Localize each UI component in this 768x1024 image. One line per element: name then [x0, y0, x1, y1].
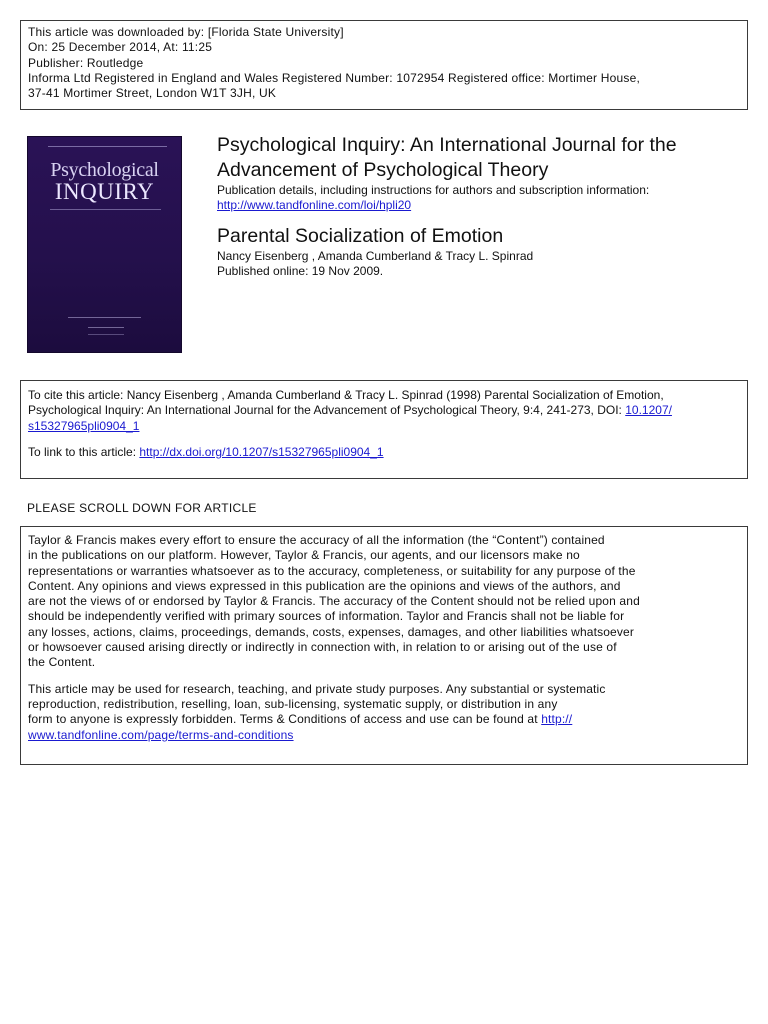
download-notice-line: 37-41 Mortimer Street, London W1T 3JH, UK: [28, 86, 277, 101]
download-notice-line: This article was downloaded by: [Florida State University]: [28, 25, 344, 39]
citation-text: To cite this article: Nancy Eisenberg , Amanda Cumberland & Tracy L. Spinrad (1998) Parental Socialization of Emotion, Psychological Inquiry: An International Journal for the Advancement of Psychological Theory, 9:4, 241-273, DOI:: [28, 388, 664, 418]
disclaimer-box: [20, 526, 748, 765]
article-authors: Nancy Eisenberg , Amanda Cumberland & Tracy L. Spinrad: [217, 249, 534, 263]
journal-title: Psychological Inquiry: An International Journal for the Advancement of Psychological Theory: [217, 134, 677, 181]
disclaimer-line: Taylor & Francis makes every effort to ensure the accuracy of all the information (the “Content”) contained: [28, 533, 605, 547]
article-link-line: [28, 445, 740, 460]
cover-rule: [50, 209, 161, 210]
disclaimer-line: or howsoever caused arising directly or indirectly in connection with, in relation to or arising out of the use of: [28, 640, 617, 655]
cover-rule: [68, 317, 141, 318]
disclaimer-line: reproduction, redistribution, reselling, loan, sub-licensing, systematic supply, or distribution in any: [28, 696, 558, 711]
disclaimer-line: any losses, actions, claims, proceedings, demands, costs, expenses, damages, and other liabilities whatsoever: [28, 624, 634, 639]
terms-link[interactable]: www.tandfonline.com/page/terms-and-conditions: [28, 727, 294, 742]
disclaimer-line: in the publications on our platform. However, Taylor & Francis, our agents, and our licensors make no: [28, 548, 580, 563]
journal-url[interactable]: http://www.tandfonline.com/loi/hpli20: [217, 198, 412, 212]
disclaimer-line: [28, 728, 740, 743]
citation-text-block: [28, 388, 740, 434]
article-link-label: To link to this article:: [28, 444, 140, 459]
disclaimer-paragraph-1: [28, 533, 740, 671]
article-title: Parental Socialization of Emotion: [217, 225, 504, 247]
disclaimer-line: [28, 712, 740, 727]
cover-title-line2: INQUIRY: [54, 179, 155, 204]
disclaimer-line: are not the views of or endorsed by Taylor & Francis. The accuracy of the Content should not be relied upon and: [28, 594, 640, 609]
download-notice-box: [20, 20, 748, 110]
journal-cover-image: [27, 136, 182, 353]
download-notice-line: Publisher: Routledge: [28, 55, 144, 70]
download-notice-line: Informa Ltd Registered in England and Wales Registered Number: 1072954 Registered office: Mortimer House,: [28, 70, 640, 85]
publisher-logo-icon: [88, 327, 124, 335]
cover-title-line1: Psychological: [50, 159, 159, 181]
scroll-down-notice: PLEASE SCROLL DOWN FOR ARTICLE: [27, 501, 257, 515]
disclaimer-line: should be independently verified with primary sources of information. Taylor and Francis shall not be liable for: [28, 609, 625, 624]
journal-url-link[interactable]: [217, 198, 411, 213]
disclaimer-line: Content. Any opinions and views expressed in this publication are the opinions and views of the authors, and: [28, 578, 621, 593]
disclaimer-line: the Content.: [28, 655, 96, 670]
publication-details: Publication details, including instructions for authors and subscription information:: [217, 183, 650, 197]
doi-link[interactable]: 10.1207/ s15327965pli0904_1: [28, 403, 672, 433]
article-doi-url[interactable]: http://dx.doi.org/10.1207/s15327965pli0904_1: [139, 444, 384, 459]
download-notice-line: On: 25 December 2014, At: 11:25: [28, 40, 213, 55]
terms-text: form to anyone is expressly forbidden. Terms & Conditions of access and use can be found at: [28, 712, 542, 727]
cover-rule: [48, 146, 167, 151]
disclaimer-line: This article may be used for research, teaching, and private study purposes. Any substantial or systematic: [28, 681, 606, 696]
terms-link-start[interactable]: http://: [541, 712, 573, 727]
disclaimer-paragraph-2: [28, 682, 740, 743]
citation-box: [20, 380, 748, 479]
disclaimer-line: representations or warranties whatsoever as to the accuracy, completeness, or suitability for any purpose of the: [28, 563, 636, 578]
published-date: Published online: 19 Nov 2009.: [217, 264, 384, 278]
